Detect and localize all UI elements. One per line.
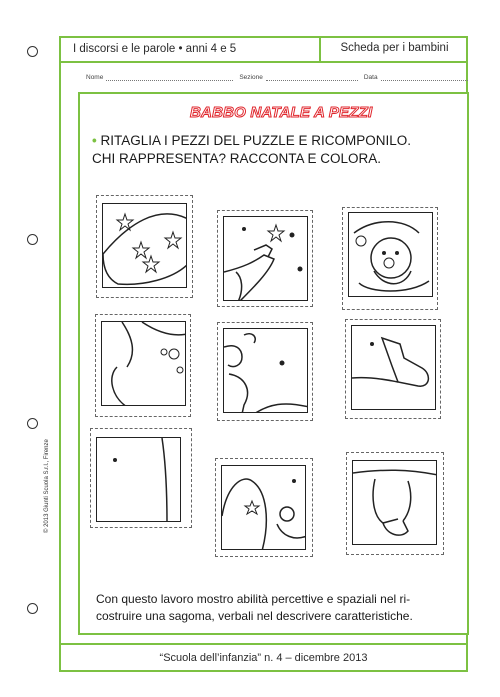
puzzle-piece-2[interactable] [223,216,308,301]
section-field[interactable] [239,74,358,81]
santa-face-drawing [349,213,433,297]
binder-hole-4 [27,603,38,614]
puzzle-piece-5[interactable] [223,328,308,413]
name-label: Nome [86,74,104,81]
stars-bag-drawing [103,204,187,288]
puzzle-piece-9[interactable] [352,460,437,545]
puzzle-piece-3[interactable] [348,212,433,297]
bag-star-drawing [222,466,306,550]
legs-drawing [353,461,437,545]
subject-label: I discorsi e le parole • anni 4 e 5 [73,43,237,55]
puzzle-piece-4[interactable] [101,321,186,406]
date-label: Data [363,74,378,81]
section-label: Sezione [239,74,263,81]
copyright: © 2013 Giunti Scuola S.r.l., Firenze [44,439,50,533]
worksheet-title: BABBO NATALE A PEZZI [190,104,373,121]
binder-hole-1 [27,46,38,57]
binder-hole-2 [27,234,38,245]
body-curls-drawing [224,329,308,413]
boot-drawing [352,326,436,410]
puzzle-piece-6[interactable] [351,325,436,410]
beard-curls-drawing [102,322,186,406]
puzzle-piece-1[interactable] [102,203,187,288]
skills-description [96,591,461,625]
header-bar [59,36,468,63]
instruction-line-2: CHI RAPPRESENTA? RACCONTA E COLORA. [92,151,382,166]
bullet-icon: • [92,133,97,148]
description-line-2: costruire una sagoma, verbali nel descrivere caratteristiche. [96,609,413,623]
footer-issue: “Scuola dell’infanzia” n. 4 – dicembre 2013 [59,643,468,672]
hand-stars-drawing [224,217,308,301]
puzzle-piece-7[interactable] [96,437,181,522]
puzzle-piece-8[interactable] [221,465,306,550]
instruction-line-1: RITAGLIA I PEZZI DEL PUZZLE E RICOMPONILO. [100,133,412,148]
empty-corner-drawing [97,438,181,522]
date-field[interactable] [364,74,468,81]
description-line-1: Con questo lavoro mostro abilità percettive e spaziali nel ri- [96,592,411,606]
binder-hole-3 [27,418,38,429]
sheet-label: Scheda per i bambini [319,36,468,61]
name-field[interactable] [86,74,233,81]
instructions [92,132,411,168]
student-info-row [86,74,464,81]
